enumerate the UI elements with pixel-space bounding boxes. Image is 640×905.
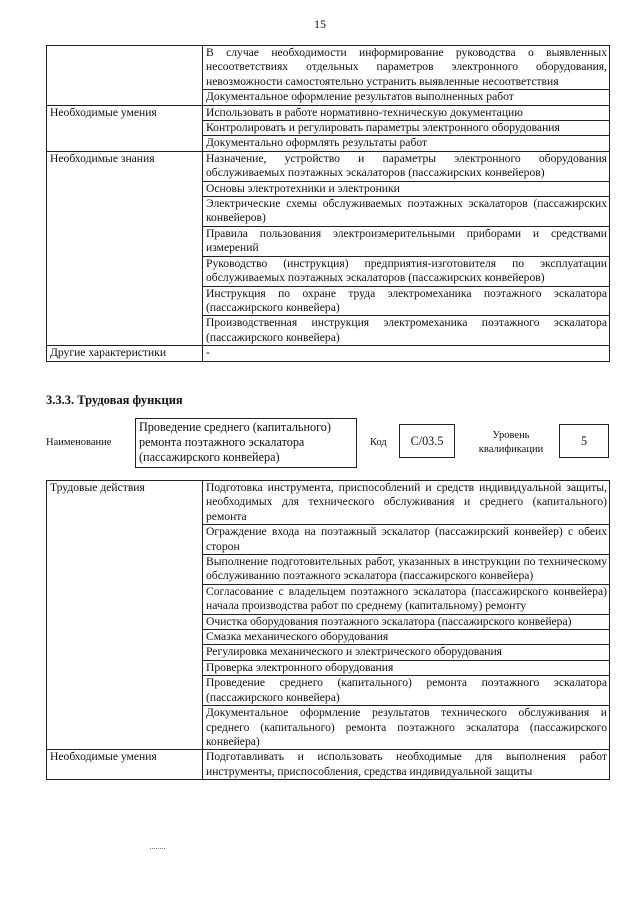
row-label: Необходимые знания xyxy=(47,151,203,345)
row-item: Производственная инструкция электромеханика поэтажного эскалатора (пассажирского конвейера) xyxy=(203,316,610,346)
top-requirements-table xyxy=(46,45,610,362)
function-code-box: С/03.5 xyxy=(399,424,455,458)
code-label: Код xyxy=(370,437,387,448)
bottom-table-body xyxy=(47,481,610,780)
row-item: Ограждение входа на поэтажный эскалатор (пассажирский конвейер) с обеих сторон xyxy=(203,525,610,555)
row-label: Необходимые умения xyxy=(47,750,203,780)
row-item: Использовать в работе нормативно-техническую документацию xyxy=(203,105,610,120)
row-label: Необходимые умения xyxy=(47,105,203,151)
table-row xyxy=(47,46,610,90)
row-item: Документальное оформление результатов выполненных работ xyxy=(203,90,610,105)
row-item: Инструкция по охране труда электромеханика поэтажного эскалатора (пассажирского конвейера) xyxy=(203,286,610,316)
table-row xyxy=(47,105,610,120)
row-item: Правила пользования электроизмерительными приборами и средствами измерений xyxy=(203,226,610,256)
row-item: Проверка электронного оборудования xyxy=(203,660,610,675)
section-heading: 3.3.3. Трудовая функция xyxy=(46,393,183,407)
row-item: - xyxy=(203,346,610,361)
row-item: Контролировать и регулировать параметры электронного оборудования xyxy=(203,121,610,136)
row-item: Проведение среднего (капитального) ремонта поэтажного эскалатора (пассажирского конвейера) xyxy=(203,676,610,706)
footer-dotted-line xyxy=(150,848,165,849)
row-item: Документально оформлять результаты работ xyxy=(203,136,610,151)
name-label: Наименование xyxy=(46,437,112,448)
row-item: Документальное оформление результатов технического обслуживания и среднего (капитального) ремонта поэтажного эскалатора (пассажирского конвейера) xyxy=(203,706,610,750)
row-item: Электрические схемы обслуживаемых поэтажных эскалаторов (пассажирских конвейеров) xyxy=(203,197,610,227)
row-item: Очистка оборудования поэтажного эскалатора (пассажирского конвейера) xyxy=(203,614,610,629)
top-table-body xyxy=(47,46,610,362)
row-item: Руководство (инструкция) предприятия-изготовителя по эксплуатации обслуживаемых поэтажных эскалаторов (пассажирских конвейеров) xyxy=(203,256,610,286)
row-item: В случае необходимости информирование руководства о выявленных несоответствиях отдельных параметров электронного оборудования, невозможности самостоятельно устранить выявленные несоответствия xyxy=(203,46,610,90)
row-label xyxy=(47,46,203,106)
level-label-line-1: Уровень xyxy=(492,430,530,441)
table-row xyxy=(47,750,610,780)
table-row xyxy=(47,151,610,181)
row-item: Подготовка инструмента, приспособлений и средств индивидуальной защиты, необходимых для технического обслуживания и среднего (капитального) ремонта xyxy=(203,481,610,525)
bottom-actions-table xyxy=(46,480,610,780)
level-label-line-2: квалификации xyxy=(478,444,544,455)
row-item: Регулировка механического и электрического оборудования xyxy=(203,645,610,660)
row-item: Назначение, устройство и параметры электронного оборудования обслуживаемых поэтажных эскалаторов (пассажирских конвейеров) xyxy=(203,151,610,181)
table-row xyxy=(47,346,610,361)
table-row xyxy=(47,481,610,525)
row-item: Подготавливать и использовать необходимые для выполнения работ инструменты, приспособления, средства индивидуальной защиты xyxy=(203,750,610,780)
row-item: Выполнение подготовительных работ, указанных в инструкции по техническому обслуживанию поэтажного эскалатора (пассажирского конвейера) xyxy=(203,555,610,585)
page-number: 15 xyxy=(314,17,326,31)
qualification-level-box: 5 xyxy=(559,424,609,458)
row-item: Основы электротехники и электроники xyxy=(203,181,610,196)
row-label: Трудовые действия xyxy=(47,481,203,750)
row-item: Согласование с владельцем поэтажного эскалатора (пассажирского конвейера) начала производства работ по среднему (капитальному) ремонту xyxy=(203,584,610,614)
row-item: Смазка механического оборудования xyxy=(203,630,610,645)
row-label: Другие характеристики xyxy=(47,346,203,361)
function-name-box: Проведение среднего (капитального) ремонта поэтажного эскалатора (пассажирского конвейера) xyxy=(135,418,357,468)
